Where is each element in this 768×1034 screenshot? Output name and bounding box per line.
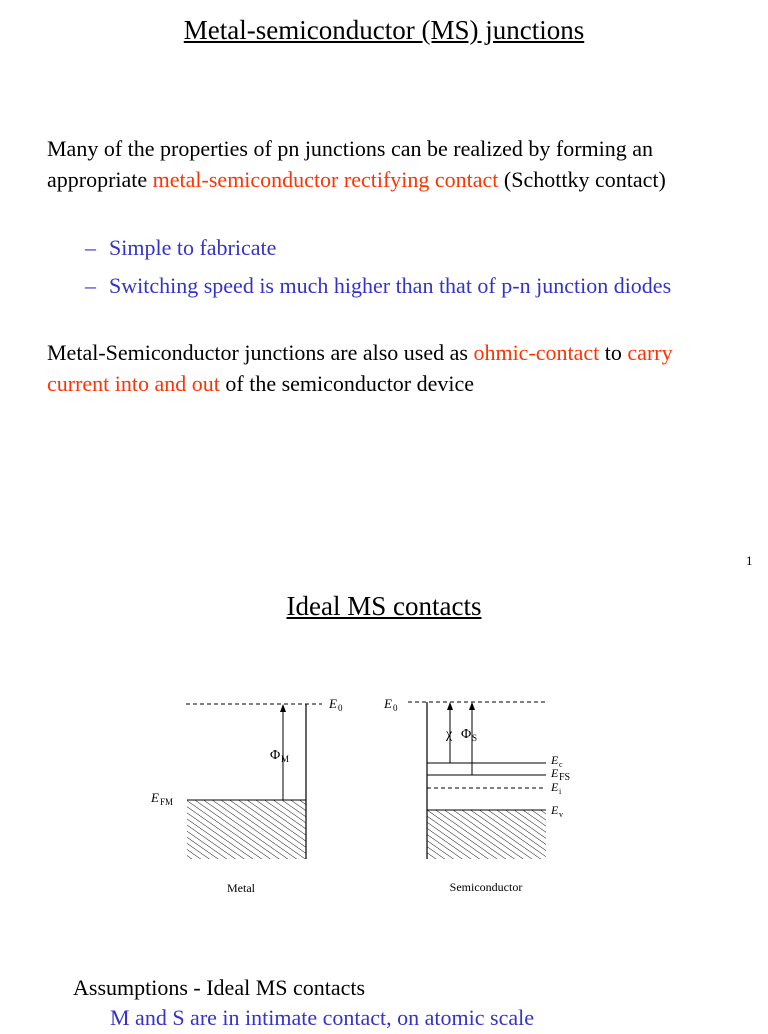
valence-filled-states: [427, 810, 546, 859]
arrow-head: [280, 704, 286, 712]
phi-m-label: Φ: [270, 748, 281, 763]
bullet-item-2: [85, 271, 725, 302]
ohmic-text-1: Metal-Semiconductor junctions are also used as: [47, 340, 474, 365]
page-number: 1: [746, 553, 753, 568]
intro-highlight: metal-semiconductor rectifying contact: [152, 166, 499, 192]
chi-label: χ: [446, 727, 453, 742]
slide-title: Ideal MS contacts: [286, 591, 482, 621]
ei-label: E: [551, 780, 559, 794]
ohmic-text-2: to: [599, 340, 628, 365]
assumptions-heading: Assumptions - Ideal MS contacts: [73, 975, 366, 1000]
phi-s-label: Φ: [461, 727, 472, 742]
bullet-text: Switching speed is much higher than that of p-n junction diodes: [109, 273, 672, 298]
bullet-dash: –: [85, 273, 96, 298]
ohmic-text-3: of the semiconductor device: [219, 370, 475, 396]
efm-label: E: [151, 790, 159, 805]
assumption-item-1: M and S are in intimate contact, on atomic scale: [110, 1005, 534, 1030]
metal-caption: Metal: [227, 881, 255, 895]
metal-e0-sub: 0: [338, 703, 343, 713]
efm-sub: FM: [160, 797, 174, 807]
phi-s-sub: S: [472, 733, 478, 743]
ec-label: E: [551, 753, 559, 767]
efs-label: E: [551, 766, 559, 780]
semi-e0-label: E: [384, 696, 392, 711]
arrow-head: [469, 702, 475, 710]
arrow-head: [447, 702, 453, 710]
phi-m-sub: M: [281, 754, 290, 764]
ohmic-paragraph: [47, 338, 737, 399]
metal-e0-label: E: [329, 696, 337, 711]
ev-sub: v: [559, 810, 563, 819]
ev-label: E: [551, 803, 559, 817]
intro-text-1: Many of the properties of pn junctions can be realized by forming an appropriate: [47, 136, 654, 192]
bullet-item-1: [85, 233, 725, 264]
ohmic-highlight-2: carry current into and out: [47, 340, 673, 396]
bullet-text: Simple to fabricate: [109, 235, 277, 260]
metal-filled-states: [187, 800, 306, 859]
band-diagram: [0, 670, 768, 910]
semiconductor-diagram: [383, 696, 570, 894]
ec-sub: c: [559, 760, 563, 769]
metal-diagram: [150, 696, 343, 895]
semi-e0-sub: 0: [393, 703, 398, 713]
ohmic-highlight-1: ohmic-contact: [473, 340, 600, 365]
bullet-dash: –: [85, 235, 96, 260]
intro-text-2: (Schottky contact): [498, 166, 666, 192]
slide-title: Metal-semiconductor (MS) junctions: [183, 15, 585, 45]
semiconductor-caption: Semiconductor: [449, 880, 523, 894]
efs-sub: FS: [559, 772, 571, 783]
intro-paragraph: [47, 134, 737, 195]
ei-sub: i: [559, 787, 562, 796]
